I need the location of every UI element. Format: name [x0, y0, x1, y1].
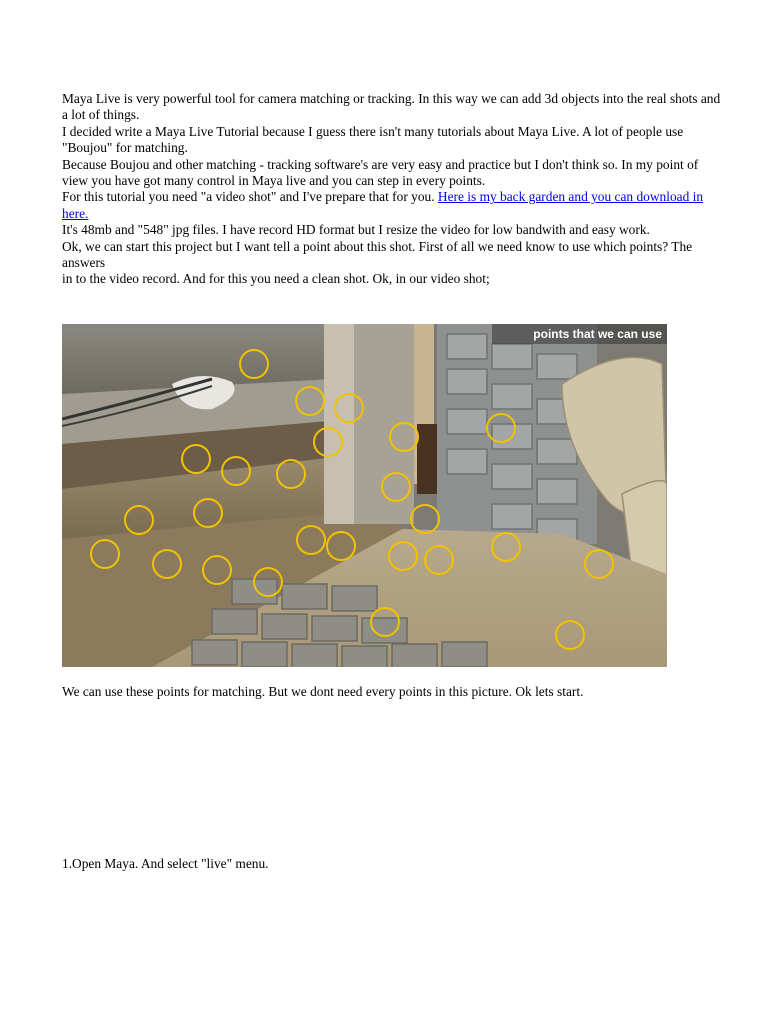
- paragraph-video: [62, 189, 722, 222]
- paragraph-start: Ok, we can start this project but I want tell a point about this shot. First of all we need know to use which points? The answers: [62, 238, 693, 271]
- paragraph-reason: I decided write a Maya Live Tutorial because I guess there isn't many tutorials about Maya Live. A lot of people use "Boujou" for matching.: [62, 123, 684, 156]
- download-link[interactable]: Here is my back garden and you can download in here.: [62, 189, 704, 221]
- tracking-points-photo: [62, 324, 667, 667]
- video-text: For this tutorial you need "a video shot" and I've prepare that for you.: [62, 189, 438, 205]
- step-1-instruction: 1.Open Maya. And select "live" menu.: [62, 856, 269, 871]
- photo-illustration: [62, 324, 667, 667]
- paragraph-filesize: It's 48mb and "548" jpg files. I have record HD format but I resize the video for low bandwith and easy work.: [62, 222, 650, 238]
- paragraph-clean-shot: in to the video record. And for this you need a clean shot. Ok, in our video shot;: [62, 271, 490, 287]
- photo-overlay-label: points that we can use: [533, 327, 662, 341]
- article-body: [62, 91, 722, 288]
- photo-caption: We can use these points for matching. But we dont need every points in this picture. Ok lets start.: [62, 684, 584, 699]
- paragraph-intro: Maya Live is very powerful tool for camera matching or tracking. In this way we can add 3d objects into the real shots and a lot of things.: [62, 91, 721, 123]
- paragraph-boujou: Because Boujou and other matching - tracking software's are very easy and practice but I don't think so. In my point of view you have got many control in Maya live and you can step in every points.: [62, 156, 699, 189]
